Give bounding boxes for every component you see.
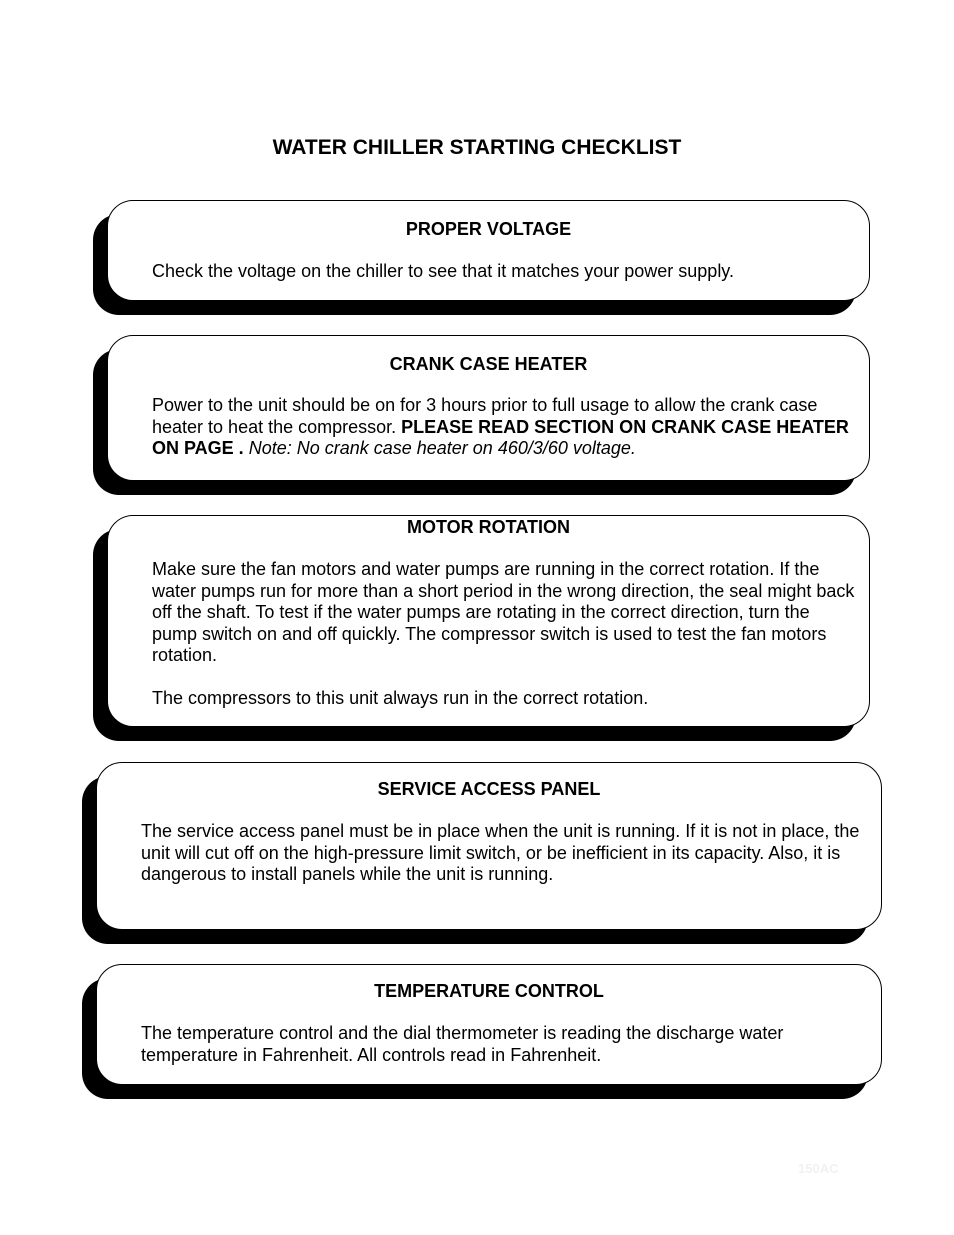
section-body [141,821,866,886]
section-paragraph: Make sure the fan motors and water pumps are running in the correct rotation. If the water pumps run for more than a short period in the wrong direction, the seal might back off the shaft. To test if the water pumps are rotating in the correct direction, turn the pump switch on and off quickly. The compressor switch is used to test the fan motors rotation. [152,559,855,665]
section-heading: MOTOR ROTATION [407,517,570,537]
section-proper-voltage [107,200,870,301]
section-heading: TEMPERATURE CONTROL [374,981,604,1001]
section-text-regular: Power to the unit should be on for 3 hours prior to full usage to allow the crank case heater to heat the compressor. [152,395,818,437]
section-paragraph: The compressors to this unit always run in the correct rotation. [152,688,649,708]
section-body [152,395,852,460]
section-motor-rotation [107,515,870,727]
section-text-bold: PLEASE READ SECTION ON CRANK CASE HEATER ON PAGE . [152,416,849,458]
section-crank-case-heater [107,335,870,481]
section-heading: SERVICE ACCESS PANEL [377,779,601,799]
section-heading: PROPER VOLTAGE [405,219,572,239]
section-body [152,261,857,283]
section-text-note: Note: No crank case heater on 460/3/60 voltage. [243,438,636,458]
section-heading: CRANK CASE HEATER [389,354,588,374]
section-body [141,1023,831,1066]
section-text: The service access panel must be in place when the unit is running. If it is not in place, the unit will cut off on the high-pressure limit switch, or be inefficient in its capacity. Also, it is dangerous to install panels while the unit is running. [141,821,860,884]
section-service-access-panel [96,762,882,930]
footer-code: 150AC [798,1161,839,1176]
section-body [152,559,857,710]
section-temperature-control [96,964,882,1085]
section-text: Check the voltage on the chiller to see that it matches your power supply. [152,261,734,281]
page-title: WATER CHILLER STARTING CHECKLIST [272,136,682,159]
section-text [152,395,852,460]
section-text: The temperature control and the dial thermometer is reading the discharge water temperature in Fahrenheit. All controls read in Fahrenheit. [141,1023,784,1065]
